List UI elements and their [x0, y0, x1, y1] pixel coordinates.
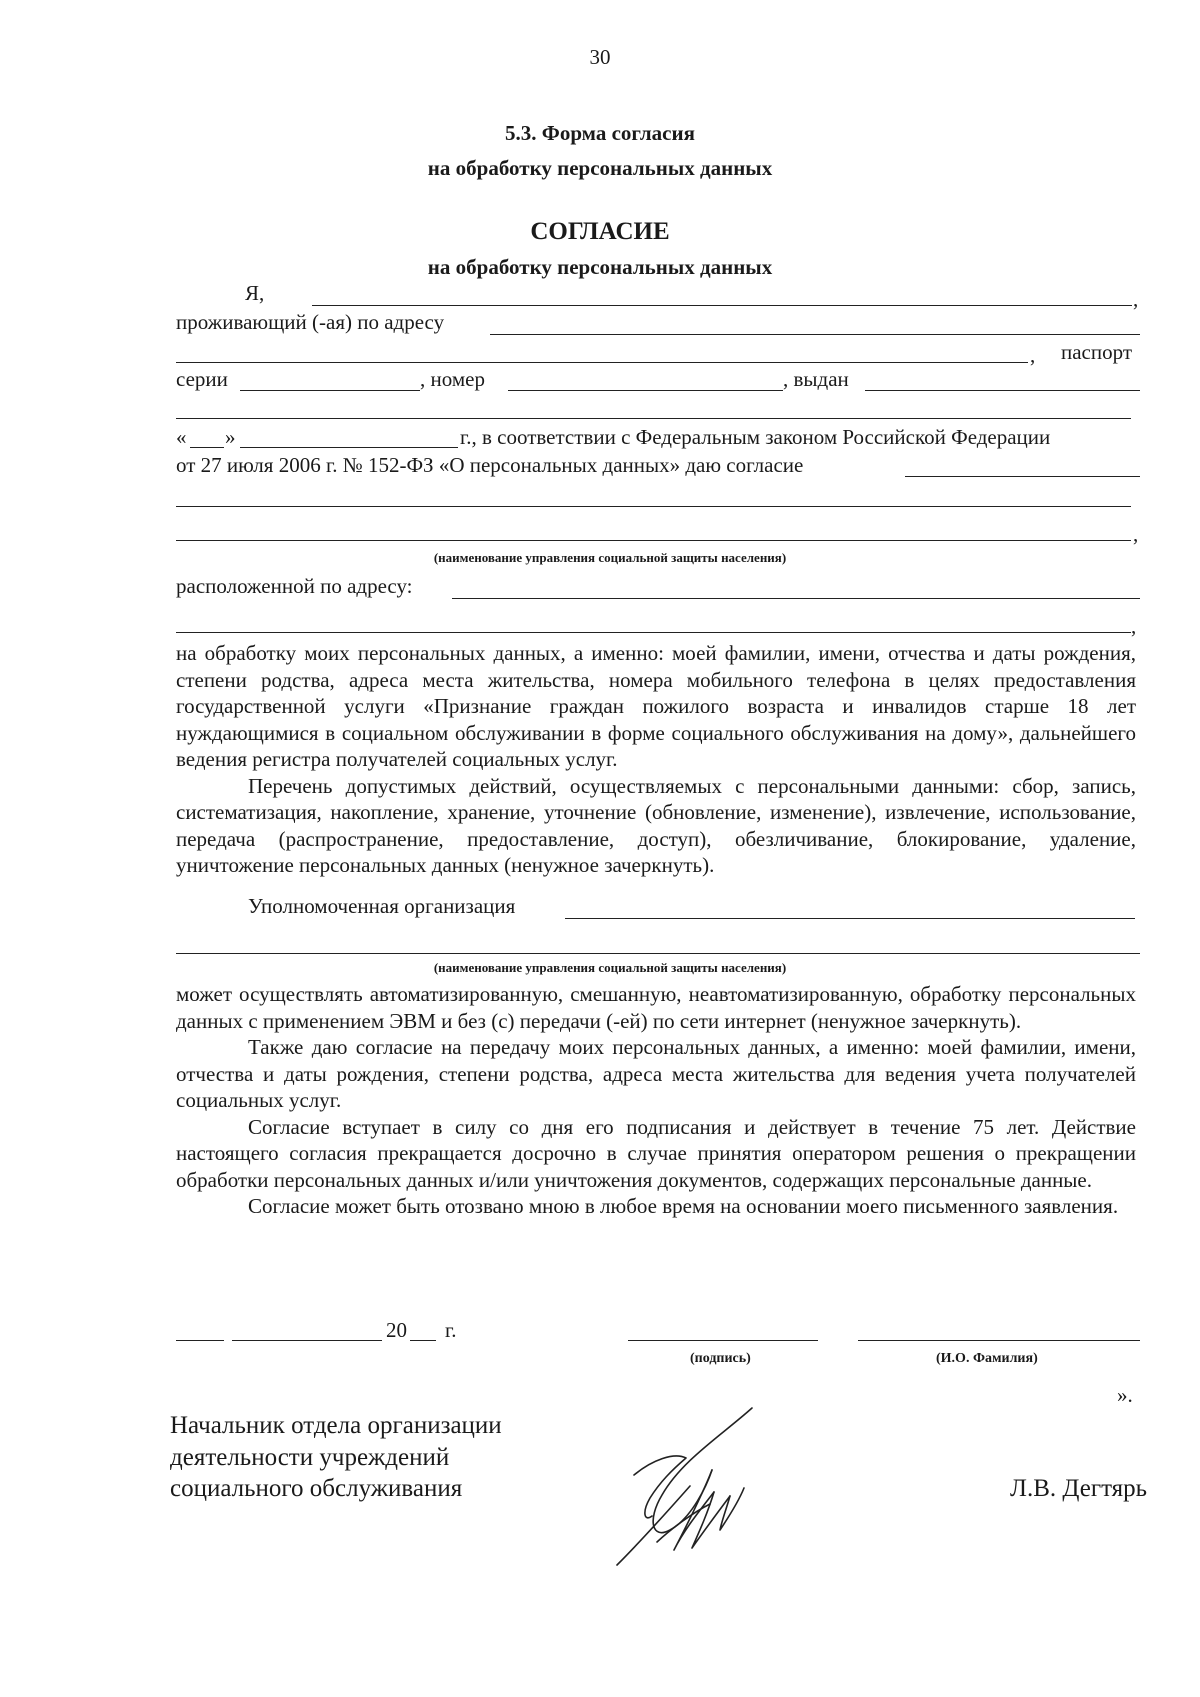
caption-authorized-org: (наименование управления социальной защиты населения)	[433, 960, 787, 975]
caption-org-name: (наименование управления социальной защиты населения)	[433, 550, 787, 565]
position-line-3: социального обслуживания	[170, 1475, 463, 1502]
name-field[interactable]	[858, 1340, 1140, 1341]
number-label: , номер	[420, 367, 485, 391]
sign-day-field[interactable]	[176, 1340, 224, 1341]
handwritten-signature	[612, 1400, 777, 1570]
processing-body	[176, 981, 1136, 1220]
consent-org-field-2[interactable]	[176, 506, 1131, 507]
org-address-field-2[interactable]	[176, 632, 1131, 633]
comma-4: ,	[1131, 614, 1137, 638]
issue-month-year-field[interactable]	[240, 447, 458, 448]
address-field[interactable]	[490, 334, 1140, 335]
signer-name: Л.В. Дегтярь	[1010, 1475, 1148, 1502]
position-line-1: Начальник отдела организации	[170, 1412, 502, 1439]
passport-series-field[interactable]	[240, 390, 420, 391]
located-label: расположенной по адресу:	[176, 574, 413, 598]
passport-number-field[interactable]	[508, 390, 783, 391]
page-number: 30	[589, 45, 611, 69]
consent-paragraph-4: Также даю согласие на передачу моих персональных данных, а именно: моей фамилии, имени, отчества и даты рождения, степени родства, адреса места жительства для ведения учета получателей социальных услуг.	[176, 1035, 1136, 1112]
consent-body	[176, 640, 1136, 879]
section-subheading: на обработку персональных данных	[427, 156, 773, 180]
issued-label: , выдан	[783, 367, 849, 391]
comma-3: ,	[1133, 522, 1139, 546]
sign-month-field[interactable]	[232, 1340, 382, 1341]
authorized-org-field[interactable]	[565, 918, 1135, 919]
full-name-field[interactable]	[312, 305, 1132, 306]
sign-year-field[interactable]	[410, 1340, 436, 1341]
comma-1: ,	[1133, 287, 1139, 311]
position-line-2: деятельности учреждений	[170, 1443, 450, 1471]
law-text: г., в соответствии с Федеральным законом Российской Федерации	[460, 425, 1051, 449]
consent-paragraph-5: Согласие вступает в силу со дня его подписания и действует в течение 75 лет. Действие настоящего согласия прекращается досрочно в случае принятия оператором решения о прекращении обработки персональных данных и/или уничтожения документов, содержащих персональные данные.	[176, 1114, 1136, 1192]
signature-caption: (подпись)	[690, 1351, 751, 1366]
comma-2: ,	[1030, 343, 1036, 367]
address-label: проживающий (-ая) по адресу	[176, 310, 445, 334]
ya-label: Я,	[245, 281, 265, 305]
signer-position	[170, 1410, 502, 1505]
series-label: серии	[176, 367, 228, 391]
authorized-org-field-2[interactable]	[176, 953, 1140, 954]
consent-paragraph-1: на обработку моих персональных данных, а именно: моей фамилии, имени, отчества и даты рождения, степени родства, адреса места жительства, номера мобильного телефона в целях предоставления государственной услуги «Признание граждан пожилого возраста и инвалидов старше 18 лет нуждающимися в социальном обслуживании в форме социального обслуживания на дому», дальнейшего ведения регистра получателей социальных услуг.	[176, 641, 1136, 771]
consent-org-field[interactable]	[905, 476, 1140, 477]
consent-org-field-3[interactable]	[176, 540, 1131, 541]
consent-paragraph-6: Согласие может быть отозвано мною в любое время на основании моего письменного заявления.	[248, 1194, 1119, 1218]
date-open-quote: «	[176, 425, 187, 449]
signature-field[interactable]	[628, 1340, 818, 1341]
org-address-field[interactable]	[452, 598, 1140, 599]
consent-paragraph-3: может осуществлять автоматизированную, смешанную, неавтоматизированную, обработку персональных данных с применением ЭВМ и без (с) передачи (-ей) по сети интернет (ненужное зачеркнуть).	[176, 982, 1136, 1033]
date-close-quote: »	[225, 425, 236, 449]
year-suffix: г.	[445, 1318, 457, 1342]
section-heading: 5.3. Форма согласия	[505, 121, 695, 145]
address-field-2[interactable]	[176, 362, 1028, 363]
issue-day-field[interactable]	[190, 447, 224, 448]
document-title: СОГЛАСИЕ	[530, 218, 670, 245]
document-subtitle: на обработку персональных данных	[427, 255, 773, 279]
issued-by-field-2[interactable]	[176, 418, 1131, 419]
issued-by-field[interactable]	[865, 390, 1140, 391]
passport-label: паспорт	[1061, 340, 1133, 364]
name-caption: (И.О. Фамилия)	[936, 1351, 1038, 1366]
law-text-line2: от 27 июля 2006 г. № 152-ФЗ «О персональных данных» даю согласие	[176, 453, 804, 477]
closing-quote: ».	[1117, 1383, 1133, 1407]
consent-paragraph-2: Перечень допустимых действий, осуществляемых с персональными данными: сбор, запись, систематизация, накопление, хранение, уточнение (обновление, изменение), извлечение, использование, передача (распространение, предоставление, доступ), обезличивание, блокирование, удаление, уничтожение персональных данных (ненужное зачеркнуть).	[176, 773, 1136, 877]
year-prefix: 20	[386, 1318, 407, 1342]
authorized-org-label: Уполномоченная организация	[248, 894, 516, 918]
